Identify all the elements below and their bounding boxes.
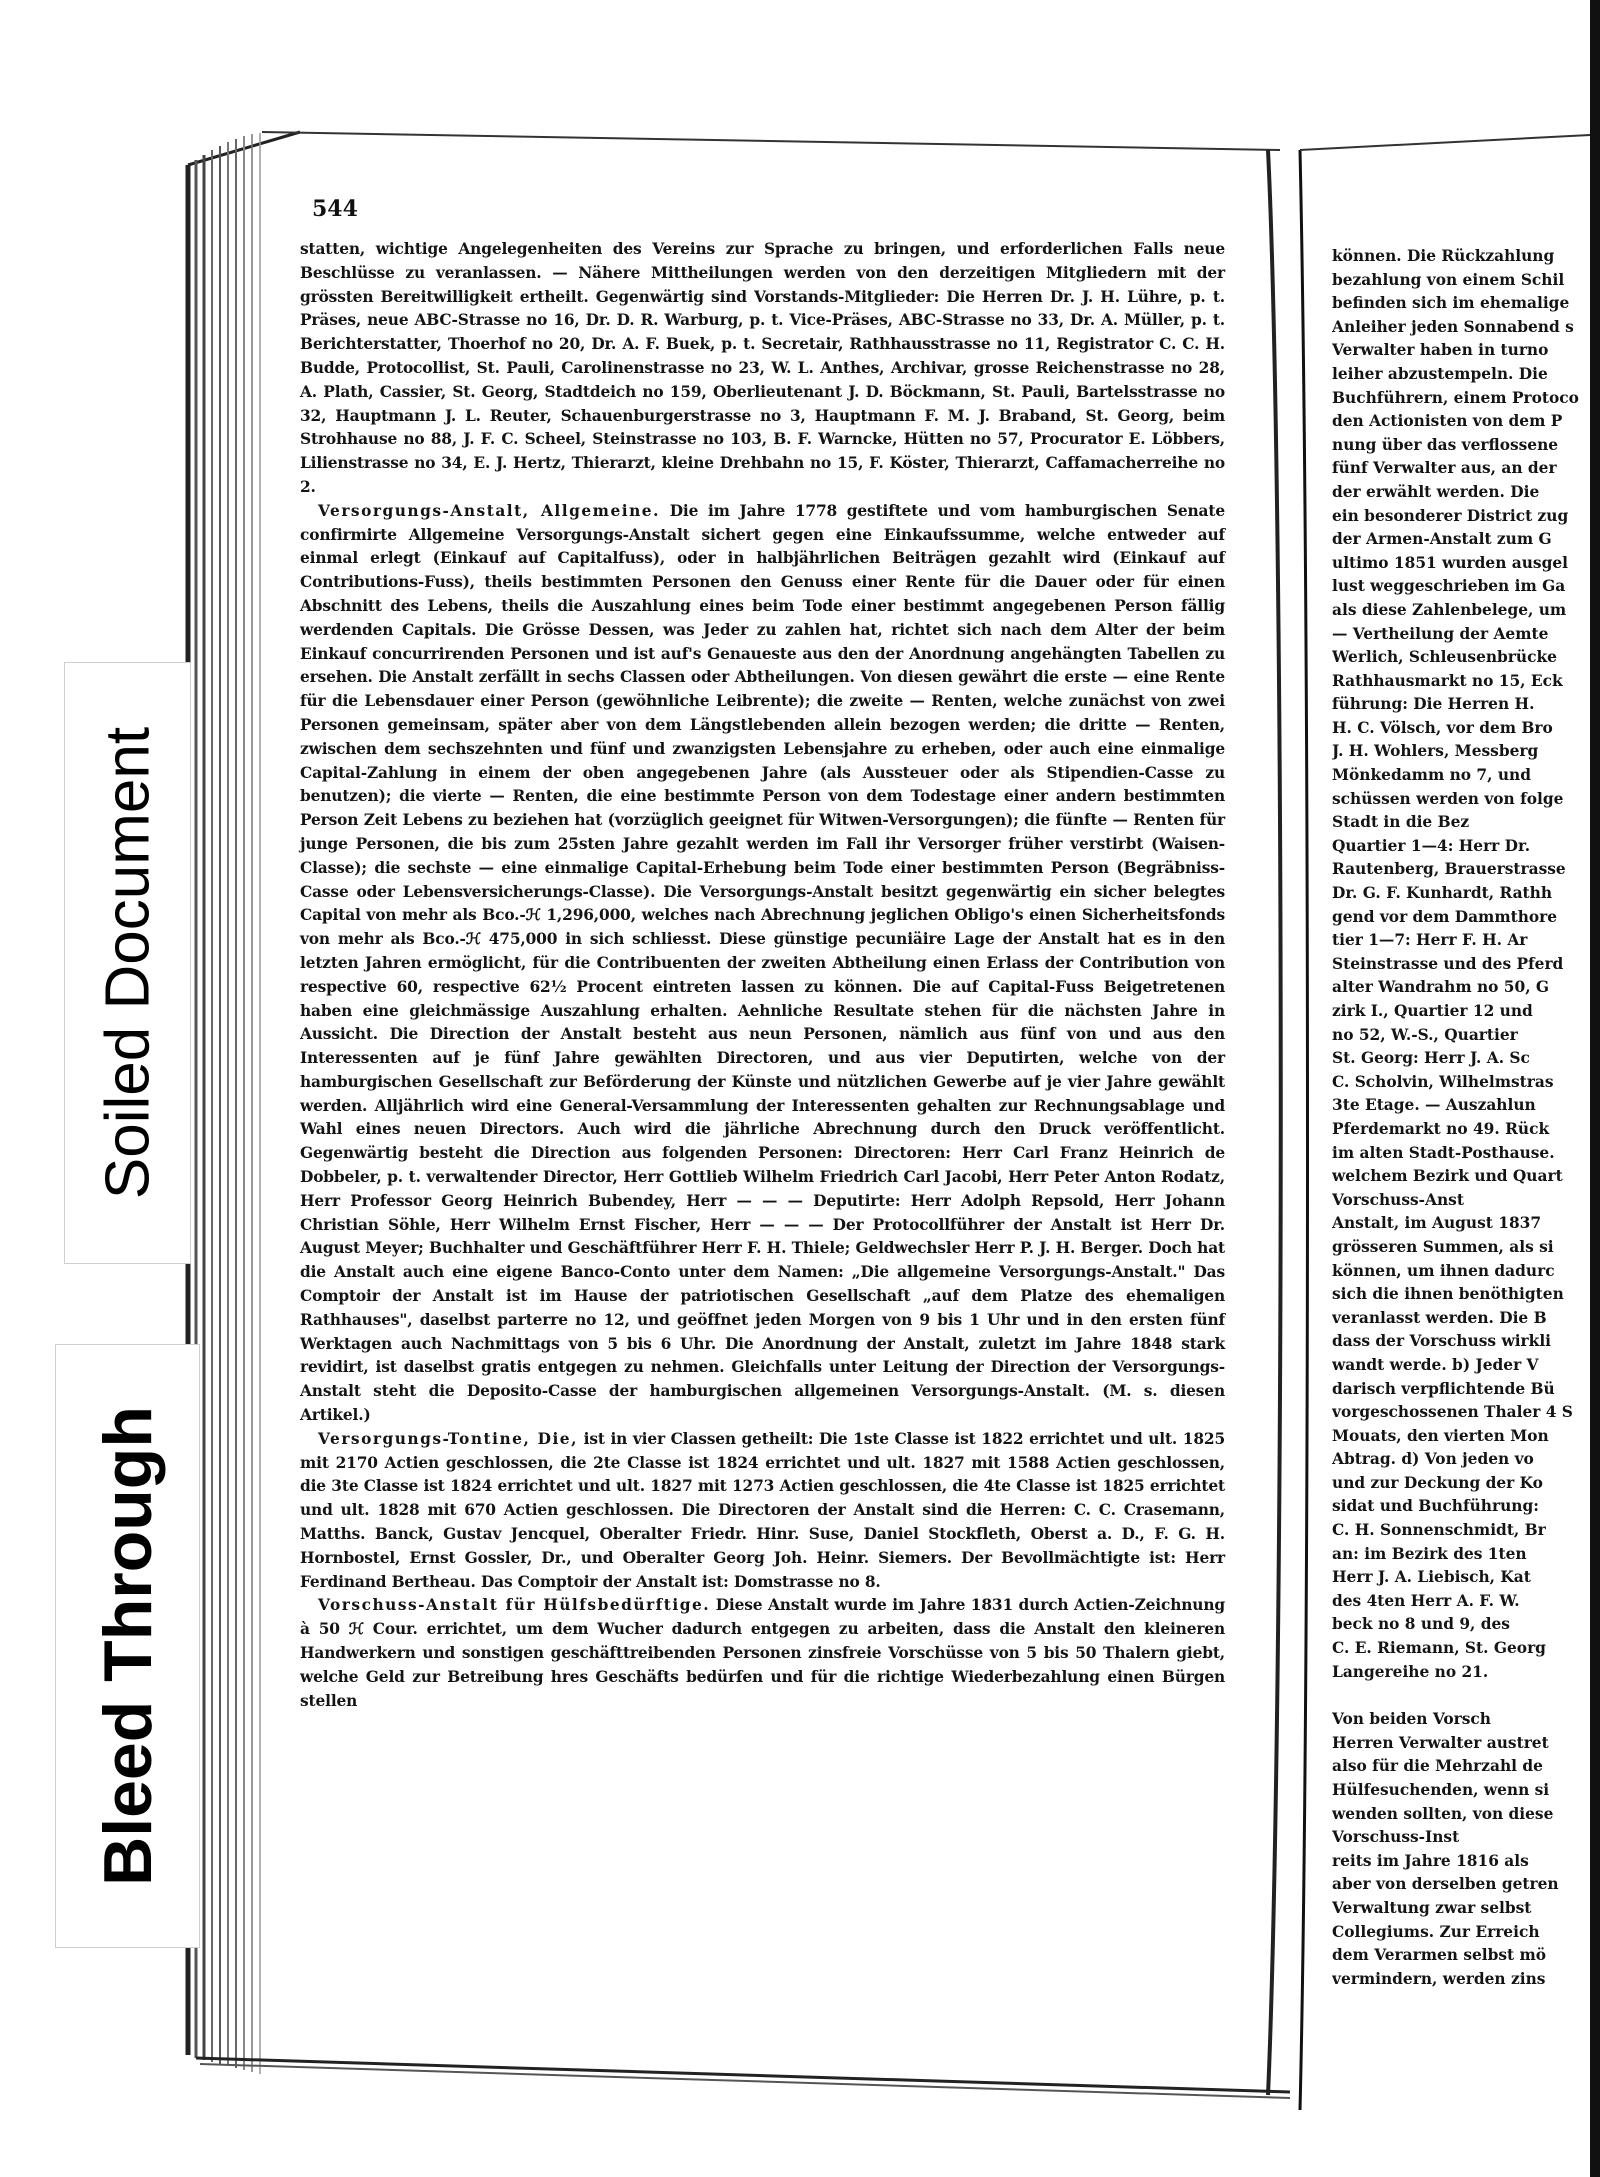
right-page-line: nung über das verflossene [1332, 435, 1559, 454]
right-page-line: — Vertheilung der Aemte [1332, 624, 1549, 643]
bleed-through-label-text: Bleed Through [89, 1406, 166, 1886]
right-page-line: sidat und Buchführung: [1332, 1497, 1539, 1516]
paragraph-versorgungs-anstalt [300, 500, 1225, 1428]
right-page-line: also für die Mehrzahl de [1332, 1757, 1543, 1776]
paragraph-text: ist in vier Classen getheilt: Die 1ste Classe ist 1822 errichtet und ult. 1825 mit 2170 Actien geschlossen, die 2te Classe ist 1824 errichtet und ult. 1827 mit 1588 Actien geschlossen, die 3te Classe ist 1824 errichtet und ult. 1827 mit 1273 Actien geschlossen, die 4te Classe ist 1825 errichtet und ult. 1828 mit 670 Actien geschlossen. Die Directoren der Anstalt sind die Herren: C. C. Crasemann, Matths. Banck, Gustav Jencquel, Oberalter Friedr. Hinr. Suse, Daniel Stockfleth, Oberst a. D., F. G. H. Hornbostel, Ernst Gossler, Dr., und Oberalter Georg Joh. Heinr. Siemers. Der Bevollmächtigte ist: Herr Ferdinand Bertheau. Das Comptoir der Anstalt ist: Domstrasse no 8. [300, 1429, 1226, 1591]
right-page-line: Anstalt, im August 1837 [1332, 1214, 1542, 1233]
bleed-through-label [55, 1344, 200, 1948]
right-page-line: und zur Deckung der Ko [1332, 1473, 1543, 1492]
entry-heading: Vorschuss-Anstalt für Hülfsbedürftige. [318, 1596, 711, 1615]
entry-heading: Versorgungs-Anstalt, Allgemeine. [318, 501, 660, 520]
paragraph-versorgungs-tontine [300, 1428, 1225, 1595]
right-page-line: können. Die Rückzahlung [1332, 247, 1555, 265]
right-page-line: Vorschuss-Inst [1332, 1828, 1460, 1847]
right-page-line: Von beiden Vorsch [1332, 1710, 1491, 1729]
right-page-line: beck no 8 und 9, des [1332, 1615, 1510, 1634]
right-page-line: vermindern, werden zins [1332, 1969, 1546, 1988]
page-number: 544 [312, 196, 358, 222]
right-page-line: Mouats, den vierten Mon [1332, 1426, 1549, 1445]
right-page-line: Dr. G. F. Kunhardt, Rathh [1332, 884, 1553, 903]
right-page-line: vorgeschossenen Thaler 4 S [1332, 1403, 1573, 1422]
right-page-line: Vorschuss-Anst [1332, 1190, 1464, 1209]
soiled-document-label [64, 662, 191, 1264]
right-page-line: als diese Zahlenbelege, um [1332, 600, 1567, 619]
right-page-line: können, um ihnen dadurc [1332, 1261, 1555, 1280]
right-page-line: Steinstrasse und des Pferd [1332, 954, 1564, 973]
right-page-line: C. E. Riemann, St. Georg [1332, 1639, 1546, 1658]
right-page-line: aber von derselben getren [1332, 1875, 1559, 1894]
right-page-line: den Actionisten von dem P [1332, 412, 1563, 431]
right-page-line: Verwaltung zwar selbst [1332, 1898, 1532, 1917]
right-page-line: Pferdemarkt no 49. Rück [1332, 1119, 1550, 1138]
right-page-line: veranlasst werden. Die B [1332, 1308, 1547, 1327]
right-page-line: lust weggeschrieben im Ga [1332, 577, 1566, 596]
right-page-line: Stadt in die Bez [1332, 813, 1470, 832]
right-page-line: fünf Verwalter aus, an der [1332, 459, 1557, 478]
right-page-line: führung: Die Herren H. [1332, 695, 1535, 714]
right-page-line: der Armen-Anstalt zum G [1332, 530, 1552, 549]
right-page-line: Werlich, Schleusenbrücke [1332, 648, 1557, 667]
right-page-line: St. Georg: Herr J. A. Sc [1332, 1049, 1530, 1068]
right-page-line: darisch verpflichtende Bü [1332, 1379, 1555, 1398]
right-page-line: an: im Bezirk des 1ten [1332, 1544, 1527, 1563]
right-page-line: Langereihe no 21. [1332, 1662, 1489, 1681]
right-page-line: J. H. Wohlers, Messberg [1332, 742, 1539, 761]
right-page-text [1332, 245, 1600, 2005]
right-page-line: Verwalter haben in turno [1332, 341, 1549, 360]
right-page-line: welchem Bezirk und Quart [1332, 1167, 1563, 1186]
right-page-line: H. C. Völsch, vor dem Bro [1332, 718, 1553, 737]
gutter-shadow [1268, 150, 1281, 2095]
right-page-line: ein besonderer District zug [1332, 506, 1569, 525]
paragraph-text: Diese Anstalt wurde im Jahre 1831 durch Actien-Zeichnung à 50 ℋ Cour. errichtet, um dem Wucher dadurch entgegen zu arbeiten, dass die Anstalt den kleineren Handwerkern und sonstigen geschäfttreibenden Personen zinsfreie Vorschüsse von 5 bis 50 Thalern giebt, welche Geld zur Betreibung hres Geschäfts bedürfen und für die richtige Wiederbezahlung einen Bürgen stellen [300, 1596, 1225, 1710]
right-page-line: Collegiums. Zur Erreich [1332, 1922, 1540, 1941]
right-page-line: im alten Stadt-Posthause. [1332, 1143, 1555, 1162]
right-page-line: des 4ten Herr A. F. W. [1332, 1591, 1520, 1610]
right-page-line: Abtrag. d) Von jeden vo [1332, 1450, 1534, 1469]
right-page-line: ultimo 1851 wurden ausgel [1332, 553, 1568, 572]
right-page-line: Rathhausmarkt no 15, Eck [1332, 671, 1563, 690]
soiled-document-label-text: Soiled Document [93, 726, 162, 1200]
paragraph-vorschuss-anstalt [300, 1594, 1225, 1713]
right-page-line: alter Wandrahm no 50, G [1332, 978, 1550, 997]
right-page-line: Hülfesuchenden, wenn si [1332, 1781, 1550, 1799]
right-page-line: befinden sich im ehemalige [1332, 294, 1570, 313]
right-page-line: dass der Vorschuss wirkli [1332, 1332, 1552, 1351]
paragraph-verein-continuation [300, 238, 1225, 500]
right-page-line: no 52, W.-S., Quartier [1332, 1025, 1518, 1044]
right-page-line: zirk I., Quartier 12 und [1332, 1002, 1533, 1020]
right-page-line: der erwählt werden. Die [1332, 482, 1540, 501]
right-page-line [1332, 1684, 1600, 1708]
right-page-line: schüssen werden von folge [1332, 789, 1564, 808]
right-page-line: grösseren Summen, als si [1332, 1237, 1554, 1256]
right-page-line: Anleiher jeden Sonnabend s [1332, 317, 1574, 336]
right-page-line: C. Scholvin, Wilhelmstras [1332, 1072, 1554, 1091]
right-page-line: Buchführern, einem Protoco [1332, 388, 1579, 407]
right-page-line: 3te Etage. — Auszahlun [1332, 1096, 1536, 1115]
right-page-line: wandt werde. b) Jeder V [1332, 1355, 1539, 1374]
right-page-line: leiher abzustempeln. Die [1332, 364, 1548, 383]
right-page-line: gend vor dem Dammthore [1332, 907, 1558, 926]
right-page-line: Herr J. A. Liebisch, Kat [1332, 1568, 1531, 1587]
left-page-text [300, 238, 1225, 1713]
entry-heading: Versorgungs-Tontine, Die, [318, 1429, 578, 1448]
right-page-line: C. H. Sonnenschmidt, Br [1332, 1521, 1546, 1540]
right-page-line: Mönkedamm no 7, und [1332, 766, 1531, 785]
right-page-line: bezahlung von einem Schil [1332, 270, 1565, 289]
paragraph-text: Die im Jahre 1778 gestiftete und vom hamburgischen Senate confirmirte Allgemeine Versorgungs-Anstalt sichert gegen eine Einkaufssumme, welche entweder auf einmal erlegt (Einkauf auf Capitalfuss), oder in halbjährlichen Beiträgen gezahlt wird (Einkauf auf Contributions-Fuss), theils bestimmten Personen den Genuss einer Rente für die Dauer oder für einen Abschnitt des Lebens, theils die Auszahlung eines beim Tode einer bestimmt angegebenen Person fällig werdenden Capitals. Die Grösse Dessen, was Jeder zu zahlen hat, richtet sich nach dem Alter der beim Einkauf concurrirenden Personen und ist auf's Genaueste aus den der Anordnung angehängten Tabellen zu ersehen. Die Anstalt zerfällt in sechs Classen oder Abtheilungen. Von diesen gewährt die erste — eine Rente für die Lebensdauer einer Person (gewöhnliche Leibrente); die zweite — Renten, welche zunächst von zwei Personen gemeinsam, später aber von dem Längstlebenden allein bezogen werden; die dritte — Renten, zwischen dem sechszehnten und fünf und zwanzigsten Lebensjahre zu erheben, oder auch eine einmalige Capital-Zahlung in einem der oben angegebenen Jahre (als Aussteuer oder als Stipendien-Casse zu benutzen); die vierte — Renten, die eine bestimmte Person von dem Todestage einer andern bestimmten Person Zeit Lebens zu beziehen hat (vorzüglich geeignet für Witwen-Versorgungen); die fünfte — Renten für junge Personen, die bis zum 25sten Jahre gezahlt werden im Fall ihr Versorger früher verstirbt (Waisen-Classe); die sechste — eine einmalige Capital-Erhebung beim Tode einer bestimmten Person (Begräbniss-Casse oder Lebensversicherungs-Classe). Die Versorgungs-Anstalt besitzt gegenwärtig ein sicher belegtes Capital von mehr als Bco.-ℋ 1,296,000, welches nach Abrechnung jeglichen Obligo's einen Sicherheitsfonds von mehr als Bco.-ℋ 475,000 in sich schliesst. Diese günstige pecuniäire Lage der Anstalt hat es in den letzten Jahren ermöglicht, für die Contribuenten der zweiten Abtheilung einen Erlass der Contribution von respective 60, respective 62½ Procent eintreten lassen zu können. Die auf Capital-Fuss Beigetretenen haben eine gleichmässige Auszahlung erhalten. Aehnliche Resultate stehen für die nächsten Jahre in Aussicht. Die Direction der Anstalt besteht aus neun Personen, nämlich aus fünf von und aus den Interessenten auf je fünf Jahre gewählten Directoren, und aus vier Deputirten, welche von der hamburgischen Gesellschaft zur Beförderung der Künste und nützlichen Gewerbe auf je vier Jahre gewählt werden. Alljährlich wird eine General-Versammlung der Interessenten gehalten zur Rechnungsablage und Wahl eines neuen Directors. Auch wird die jährliche Abrechnung durch den Druck veröffentlicht. Gegenwärtig besteht die Direction aus folgenden Personen: Directoren: Herr Carl Franz Heinrich de Dobbeler, p. t. verwaltender Director, Herr Gottlieb Wilhelm Friedrich Carl Jacobi, Herr Peter Anton Rodatz, Herr Professor Georg Heinrich Bubendey, Herr — — — Deputirte: Herr Adolph Repsold, Herr Johann Christian Söhle, Herr Wilhelm Ernst Fischer, Herr — — — Der Protocollführer der Anstalt ist Herr Dr. August Meyer; Buchhalter und Geschäftführer Herr F. H. Thiele; Geldwechsler Herr P. J. H. Berger. Doch hat die Anstalt auch eine eigene Banco-Conto unter dem Namen: „Die allgemeine Versorgungs-Anstalt." Das Comptoir der Anstalt ist im Hause der patriotischen Gesellschaft „auf dem Platze des ehemaligen Rathhauses", daselbst parterre no 12, und geöffnet jeden Morgen von 9 bis 1 Uhr und in den ersten fünf Werktagen auch Nachmittags von 5 bis 6 Uhr. Die Anordnung der Anstalt, zuletzt im Jahre 1848 stark revidirt, ist daselbst gratis entgegen zu nehmen. Gleichfalls unter Leitung der Direction der Versorgungs-Anstalt steht die Deposito-Casse der hamburgischen allgemeinen Versorgungs-Anstalt. (M. s. diesen Artikel.) [300, 501, 1225, 1425]
right-page-line: sich die ihnen benöthigten [1332, 1285, 1564, 1304]
right-page-line: dem Verarmen selbst mö [1332, 1946, 1547, 1965]
right-page-line: tier 1—7: Herr F. H. Ar [1332, 931, 1528, 950]
right-page-line: Herren Verwalter austret [1332, 1733, 1549, 1752]
right-page-line: Quartier 1—4: Herr Dr. [1332, 836, 1531, 855]
right-page-line: wenden sollten, von diese [1332, 1804, 1554, 1823]
paragraph-text: statten, wichtige Angelegenheiten des Vereins zur Sprache zu bringen, und erforderlichen Falls neue Beschlüsse zu veranlassen. — Nähere Mittheilungen werden von den derzeitigen Mitgliedern mit der grössten Bereitwilligkeit ertheilt. Gegenwärtig sind Vorstands-Mitglieder: Die Herren Dr. J. H. Lühre, p. t. Präses, neue ABC-Strasse no 16, Dr. D. R. Warburg, p. t. Vice-Präses, ABC-Strasse no 33, Dr. A. Müller, p. t. Berichterstatter, Thoerhof no 20, Dr. A. F. Buek, p. t. Secretair, Rathhausstrasse no 11, Registrator C. C. H. Budde, Protocollist, St. Pauli, Carolinenstrasse no 23, W. L. Anthes, Archivar, grosse Reichenstrasse no 28, A. Plath, Cassier, St. Georg, Stadtdeich no 159, Oberlieutenant J. D. Böckmann, St. Pauli, Bartelsstrasse no 32, Hauptmann J. L. Reuter, Schauenburgerstrasse no 3, Hauptmann F. M. J. Braband, St. Georg, beim Strohhause no 88, J. F. C. Scheel, Steinstrasse no 103, B. F. Warncke, Hütten no 57, Procurator E. Löbbers, Lilienstrasse no 34, E. J. Hertz, Thierarzt, kleine Drehbahn no 15, F. Köster, Thierarzt, Caffamacherreihe no 2. [300, 240, 1225, 496]
right-page-line: reits im Jahre 1816 als [1332, 1851, 1529, 1870]
right-page-line: Rautenberg, Brauerstrasse [1332, 860, 1566, 879]
